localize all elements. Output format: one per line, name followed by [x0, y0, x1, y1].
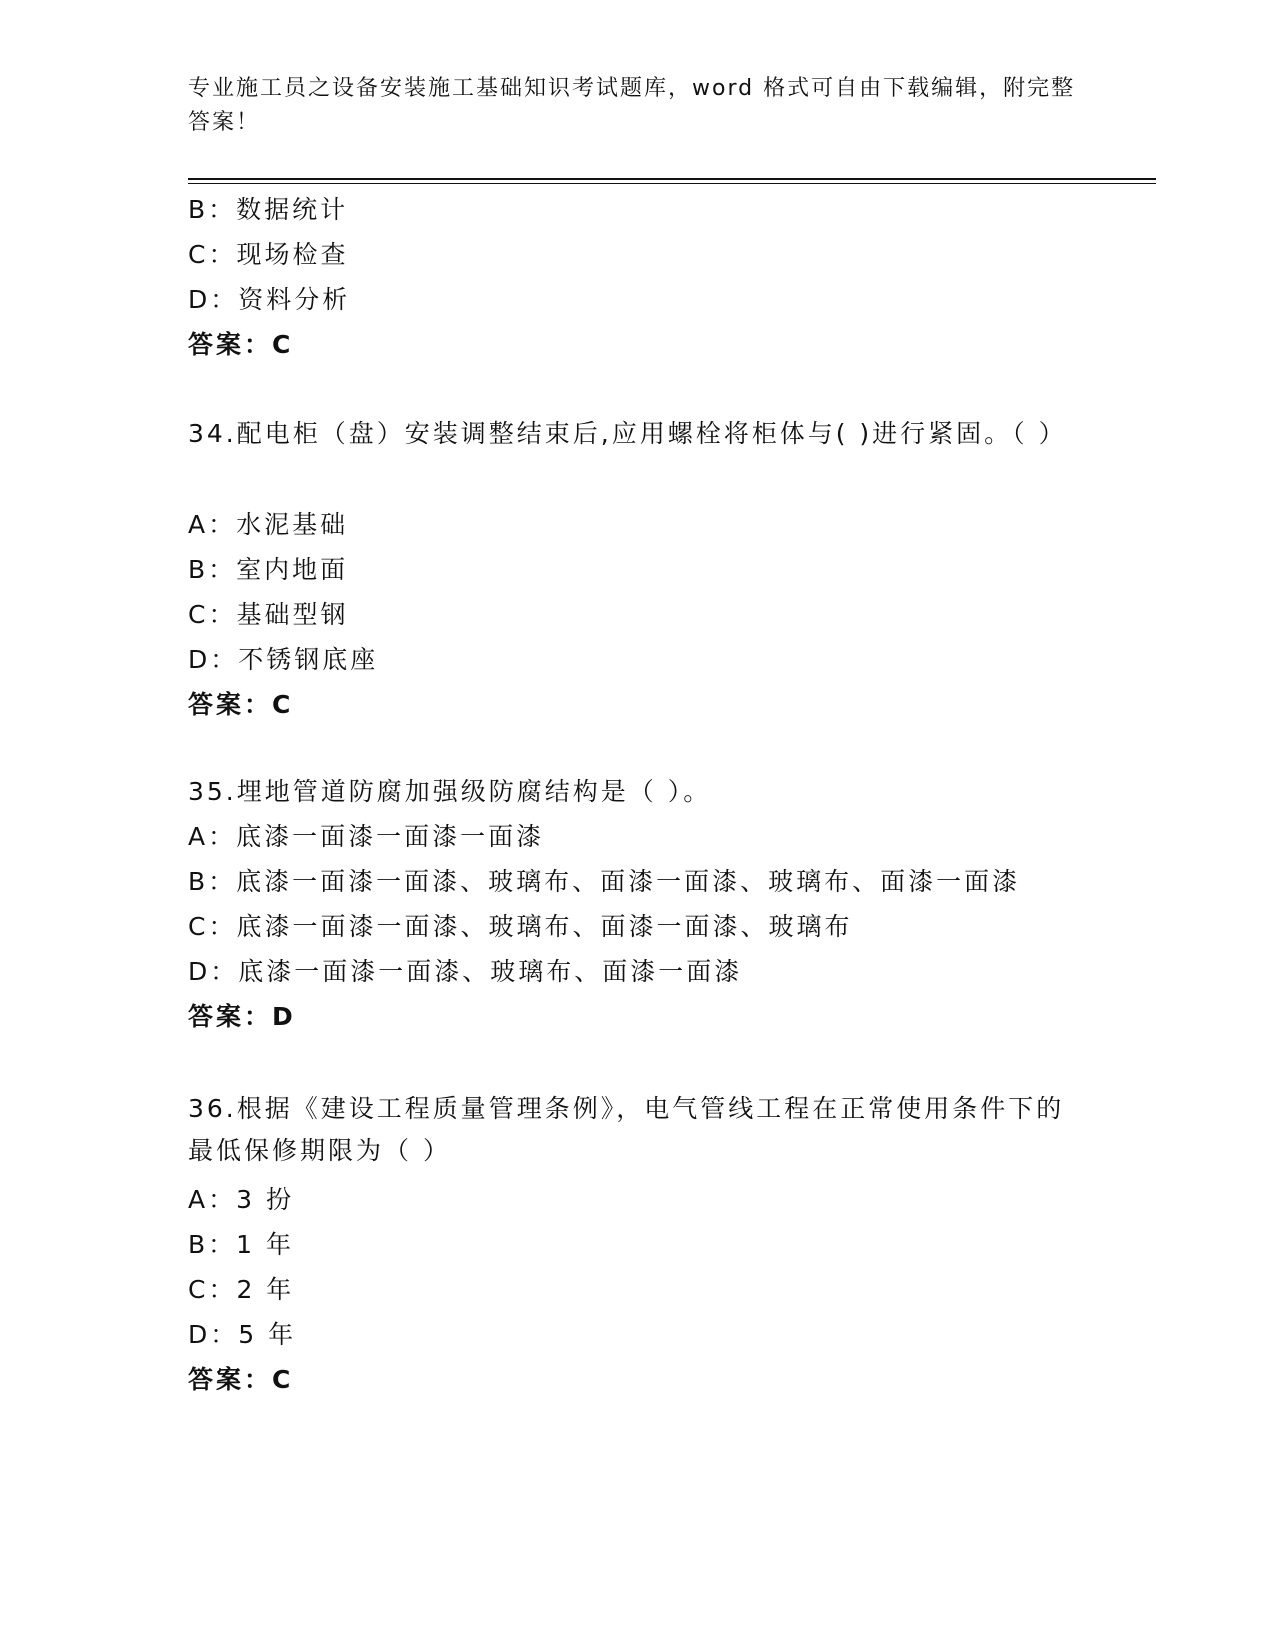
q33-answer: 答案：C: [188, 330, 294, 359]
q33-option-c: C：现场检查: [188, 240, 349, 269]
q34-answer: 答案：C: [188, 690, 294, 719]
q35-option-a: A：底漆一面漆一面漆一面漆: [188, 822, 545, 851]
q36-stem: 36.根据《建设工程质量管理条例》，电气管线工程在正常使用条件下的最低保修期限为（ ）: [188, 1094, 1065, 1165]
q34-option-a: A：水泥基础: [188, 510, 349, 539]
q35-option-b: B：底漆一面漆一面漆、玻璃布、面漆一面漆、玻璃布、面漆一面漆: [188, 867, 1021, 896]
q35-option-d: D：底漆一面漆一面漆、玻璃布、面漆一面漆: [188, 957, 743, 986]
q34-option-c: C：基础型钢: [188, 600, 349, 629]
document-header: 专业施工员之设备安装施工基础知识考试题库，word 格式可自由下载编辑，附完整答案！: [188, 76, 1076, 135]
q34-option-d: D：不锈钢底座: [188, 645, 379, 674]
q33-option-d: D：资料分析: [188, 285, 351, 314]
q36-option-c: C：2 年: [188, 1275, 295, 1304]
q36-option-d: D：5 年: [188, 1320, 297, 1349]
header-rule-thick: [188, 178, 1156, 180]
q34-option-b: B：室内地面: [188, 555, 349, 584]
q33-option-b: B：数据统计: [188, 195, 349, 224]
q35-option-c: C：底漆一面漆一面漆、玻璃布、面漆一面漆、玻璃布: [188, 912, 853, 941]
q35-answer: 答案：D: [188, 1002, 296, 1031]
q36-answer: 答案：C: [188, 1365, 294, 1394]
q34-stem: 34.配电柜（盘）安装调整结束后,应用螺栓将柜体与( )进行紧固。（ ）: [188, 419, 1067, 448]
q36-option-a: A：3 扮: [188, 1185, 294, 1214]
header-rule-thin: [188, 183, 1156, 184]
q35-stem: 35.埋地管道防腐加强级防腐结构是（ ）。: [188, 777, 712, 806]
q36-option-b: B：1 年: [188, 1230, 295, 1259]
